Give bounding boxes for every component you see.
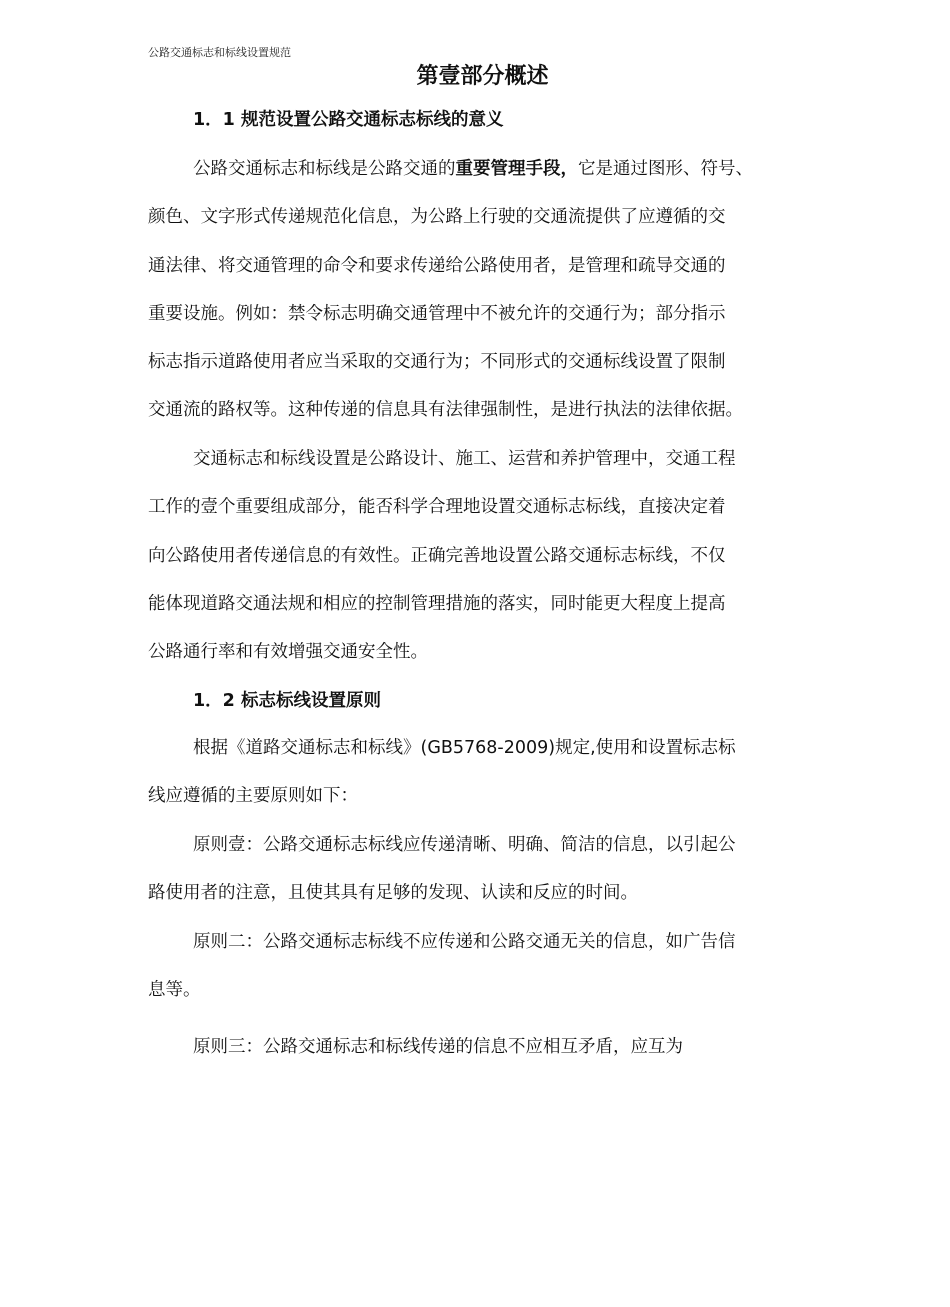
paragraph-significance-1 [148,145,838,435]
paragraph-line: 交通标志和标线设置是公路设计、施工、运营和养护管理中，交通工程 [193,449,736,469]
paragraph-line: 通法律、将交通管理的命令和要求传递给公路使用者，是管理和疏导交通的 [148,255,726,276]
text-run: 它是通过图形、符号、 [578,159,753,179]
paragraph-line: 原则二：公路交通标志标线不应传递和公路交通无关的信息，如广告信 [193,932,736,952]
chapter-title: 第壹部分概述 [416,64,549,89]
paragraph-line: 能体现道路交通法规和相应的控制管理措施的落实，同时能更大程度上提高 [148,593,726,614]
paragraph-principle-2 [148,918,838,1015]
paragraph-principle-3 [148,1023,838,1071]
paragraph-principle-1 [148,821,838,918]
paragraph-principles-intro [148,724,838,821]
paragraph-line: 原则壹：公路交通标志标线应传递清晰、明确、简洁的信息，以引起公 [193,835,736,855]
section-heading-1-2: 1．2 标志标线设置原则 [193,691,381,711]
paragraph-line: 工作的壹个重要组成部分，能否科学合理地设置交通标志标线，直接决定着 [148,497,726,518]
paragraph-line: 线应遵循的主要原则如下： [148,786,358,807]
paragraph-line: 标志指示道路使用者应当采取的交通行为；不同形式的交通标线设置了限制 [148,352,726,373]
text-run: 公路交通标志和标线是公路交通的 [193,159,456,179]
paragraph-line: 根据《道路交通标志和标线》(GB5768-2009)规定,使用和设置标志标 [193,738,736,758]
paragraph-line [148,145,838,193]
bold-text-run: 重要管理手段， [455,159,578,179]
paragraph-line: 息等。 [148,980,201,1001]
paragraph-line: 颜色、文字形式传递规范化信息，为公路上行驶的交通流提供了应遵循的交 [148,207,726,228]
paragraph-line: 公路通行率和有效增强交通安全性。 [148,642,428,663]
paragraph-line: 向公路使用者传递信息的有效性。正确完善地设置公路交通标志标线，不仅 [148,545,726,566]
paragraph-line: 重要设施。例如：禁令标志明确交通管理中不被允许的交通行为；部分指示 [148,303,726,324]
paragraph-line: 路使用者的注意，且使其具有足够的发现、认读和反应的时间。 [148,883,638,904]
paragraph-line: 交通流的路权等。这种传递的信息具有法律强制性，是进行执法的法律依据。 [148,400,743,421]
section-heading-1-1: 1．1 规范设置公路交通标志标线的意义 [193,110,504,130]
paragraph-line: 原则三：公路交通标志和标线传递的信息不应相互矛盾，应互为 [193,1037,683,1057]
running-header: 公路交通标志和标线设置规范 [148,46,291,59]
paragraph-significance-2 [148,435,838,676]
